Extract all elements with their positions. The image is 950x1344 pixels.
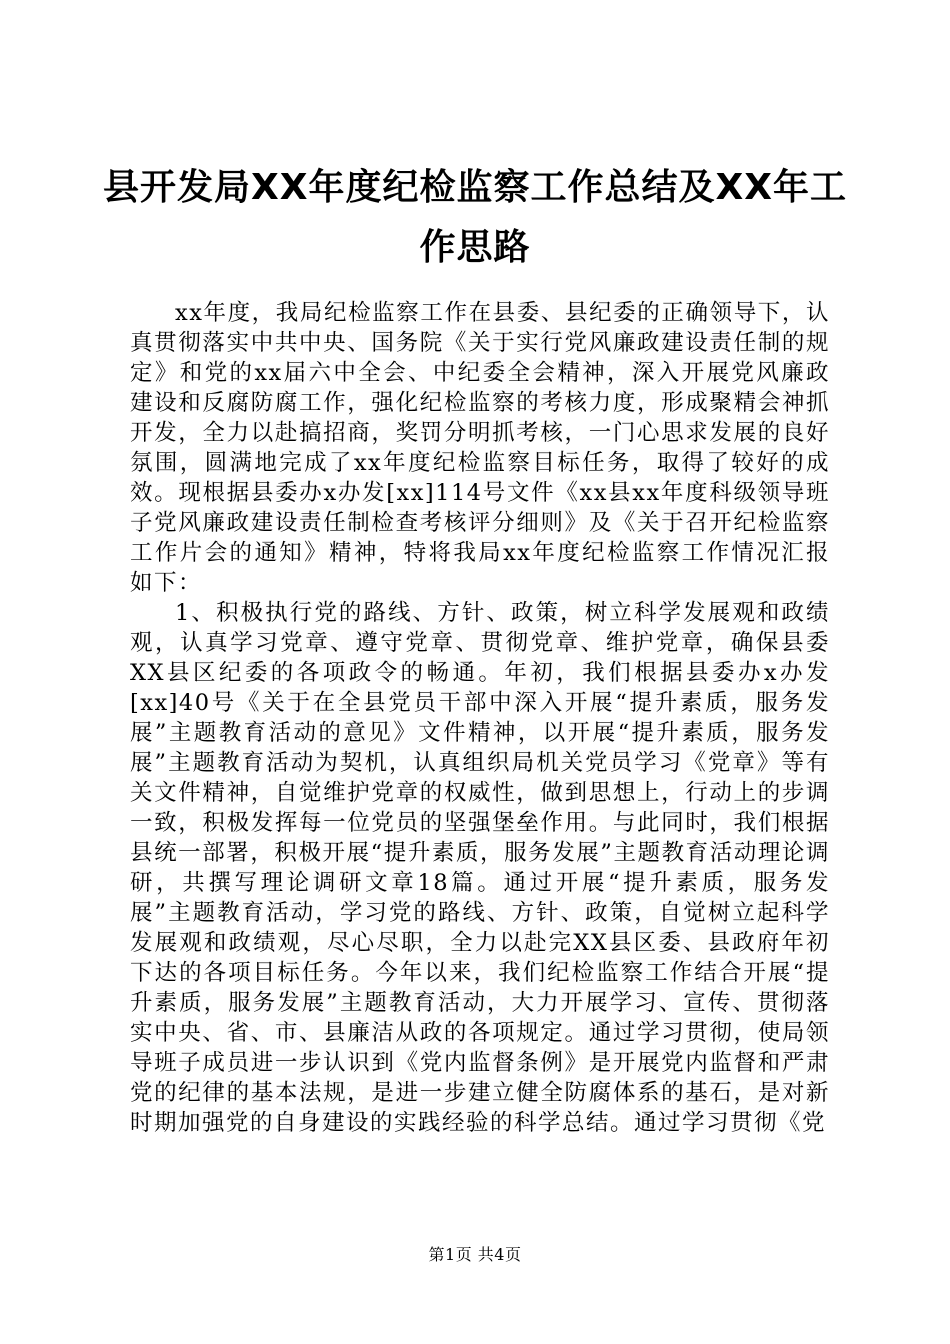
paragraph-item-1: 1、积极执行党的路线、方针、政策，树立科学发展观和政绩观，认真学习党章、遵守党章、贯彻党章、维护党章，确保县委XX县区纪委的各项政令的畅通。年初，我们根据县委办x办发[xx]40号《关于在全县党员干部中深入开展“提升素质，服务发展”主题教育活动的意见》文件精神，以开展“提升素质，服务发展”主题教育活动为契机，认真组织局机关党员学习《党章》等有关文件精神，自觉维护党章的权威性，做到思想上，行动上的步调一致，积极发挥每一位党员的坚强堡垒作用。与此同时，我们根据县统一部署，积极开展“提升素质，服务发展”主题教育活动理论调研，共撰写理论调研文章18篇。通过开展“提升素质，服务发展”主题教育活动，学习党的路线、方针、政策，自觉树立起科学发展观和政绩观，尽心尽职，全力以赴完XX县区委、县政府年初下达的各项目标任务。今年以来，我们纪检监察工作结合开展“提升素质，服务发展”主题教育活动，大力开展学习、宣传、贯彻落实中央、省、市、县廉洁从政的各项规定。通过学习贯彻，使局领导班子成员进一步认识到《党内监督条例》是开展党内监督和严肃党的纪律的基本法规，是进一步建立健全防腐体系的基石，是对新时期加强党的自身建设的实践经验的科学总结。通过学习贯彻《党 <box>130 600 830 1136</box>
page-footer: 第1页 共4页 <box>428 1245 522 1264</box>
document-body <box>130 298 830 1138</box>
paragraph-intro: xx年度，我局纪检监察工作在县委、县纪委的正确领导下，认真贯彻落实中共中央、国务院《关于实行党风廉政建设责任制的规定》和党的xx届六中全会、中纪委全会精神，深入开展党风廉政建设和反腐防腐工作，强化纪检监察的考核力度，形成聚精会神抓开发，全力以赴搞招商，奖罚分明抓考核，一门心思求发展的良好氛围，圆满地完成了xx年度纪检监察目标任务，取得了较好的成效。现根据县委办x办发[xx]114号文件《xx县xx年度科级领导班子党风廉政建设责任制检查考核评分细则》及《关于召开纪检监察工作片会的通知》精神，特将我局xx年度纪检监察工作情况汇报如下： <box>130 300 830 596</box>
document-title: 县开发局XX年度纪检监察工作总结及XX年工作思路 <box>102 167 848 268</box>
